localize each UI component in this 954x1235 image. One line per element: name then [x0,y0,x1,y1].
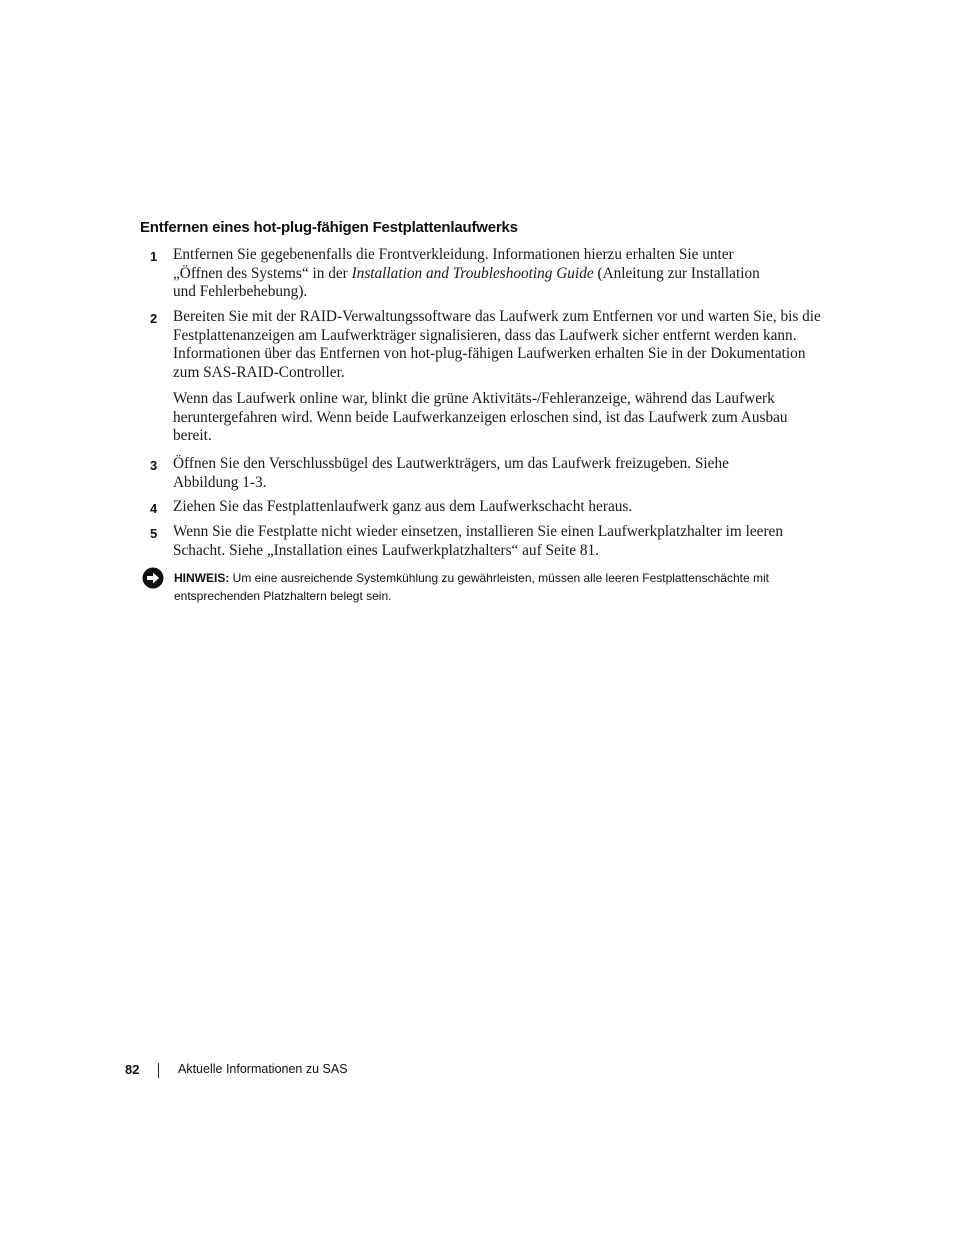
step-text: Öffnen Sie den Verschlussbügel des Lautwerkträgers, um das Laufwerk freizugeben. Siehe Abbildung 1-3. [173,455,729,491]
section-heading: Entfernen eines hot-plug-fähigen Festplattenlaufwerks [140,219,518,236]
step-line: (Anleitung zur Installation [593,264,760,282]
notice-label: HINWEIS: [174,571,230,585]
step-number: 3 [150,458,158,473]
notice-body: Um eine ausreichende Systemkühlung zu gewährleisten, müssen alle leeren Festplattenschächte mit entsprechenden Platzhaltern belegt sein. [174,571,769,603]
step-line: „Öffnen des Systems“ in der [173,264,352,282]
step-number: 2 [150,311,158,326]
step-text: Wenn Sie die Festplatte nicht wieder einsetzen, installieren Sie einen Laufwerkplatzhalter im leeren Schacht. Siehe „Installation eines Laufwerkplatzhalters“ auf Seite 81. [173,523,783,559]
notice-arrow-icon [142,567,164,589]
step-line: und Fehlerbehebung). [173,283,308,301]
footer-separator [158,1063,159,1078]
step-number: 5 [150,526,158,541]
step-paragraph: Wenn das Laufwerk online war, blinkt die grüne Aktivitäts-/Fehleranzeige, während das Laufwerk heruntergefahren wird. Wenn beide Laufwerkanzeigen erloschen sind, ist das Laufwerk zum Ausbau bereit. [173,390,788,445]
notice-text [174,570,814,605]
step-number: 1 [150,249,158,264]
step-text [173,246,823,302]
step-number: 4 [150,501,158,516]
page-number: 82 [125,1062,140,1077]
step-text: Ziehen Sie das Festplattenlaufwerk ganz aus dem Laufwerkschacht heraus. [173,498,633,515]
footer-title: Aktuelle Informationen zu SAS [178,1062,348,1076]
step-text: Bereiten Sie mit der RAID-Verwaltungssoftware das Laufwerk zum Entfernen vor und warten Sie, bis die Festplattenanzeigen am Laufwerkträger signalisieren, dass das Laufwerk sicher entfernt werden kann. Informationen über das Entfernen von hot-plug-fähigen Laufwerken erhalten Sie in der Dokumentation zum SAS-RAID-Controller. [173,308,821,382]
step-line: Entfernen Sie gegebenenfalls die Frontverkleidung. Informationen hierzu erhalten Sie unter [173,246,734,263]
guide-title: Installation and Troubleshooting Guide [351,264,594,282]
